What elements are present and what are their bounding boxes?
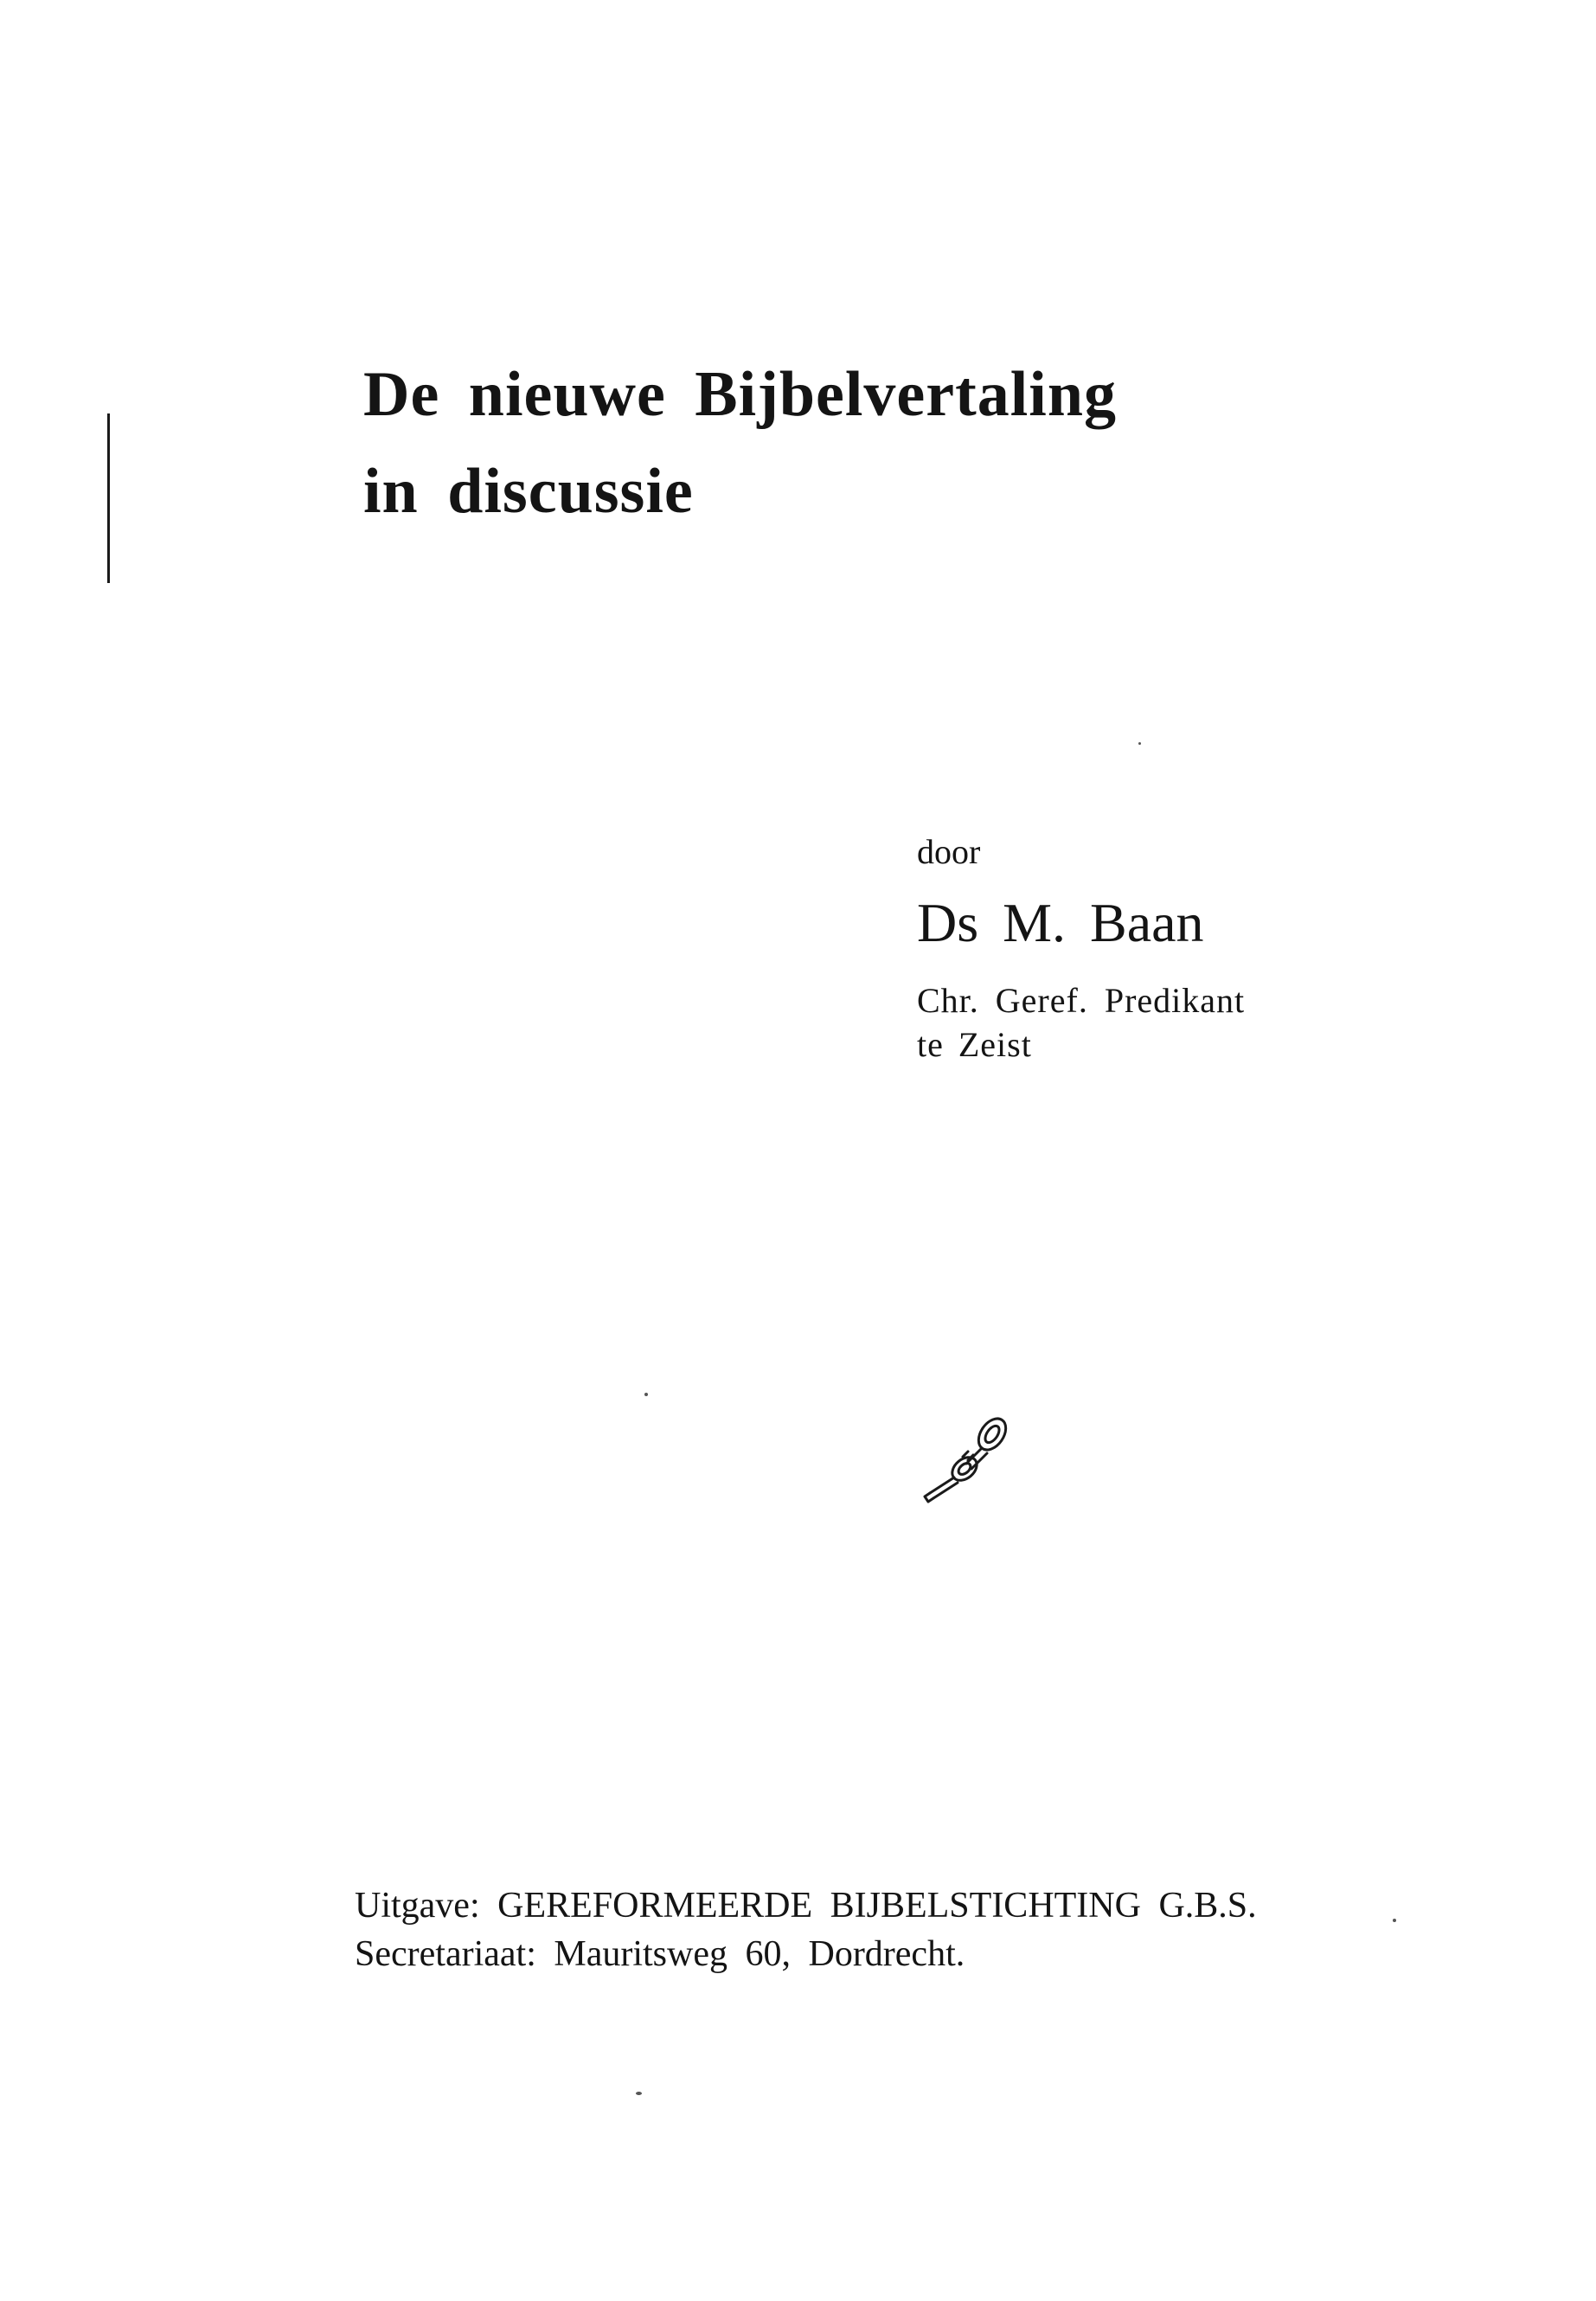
book-title-line-2: in discussie [363, 456, 694, 527]
book-title-line-1: De nieuwe Bijbelvertaling [363, 359, 1118, 430]
author-place: te Zeist [917, 1025, 1032, 1064]
byline [917, 826, 1245, 1067]
publisher-info [355, 1881, 1257, 1978]
scan-speck [1138, 742, 1141, 745]
author-name: Ds M. Baan [917, 892, 1204, 953]
book-title [363, 346, 1117, 540]
margin-rule [107, 413, 110, 583]
publisher-line-1: Uitgave: GEREFORMEERDE BIJBELSTICHTING G.B.S. [355, 1886, 1257, 1926]
byline-door: door [917, 832, 981, 871]
author-role: Chr. Geref. Predikant [917, 981, 1246, 1020]
publisher-line-2: Secretariaat: Mauritsweg 60, Dordrecht. [355, 1934, 965, 1974]
scan-speck [1393, 1919, 1396, 1922]
trumpet-icon [913, 1410, 1016, 1505]
scan-speck [636, 2092, 642, 2095]
scan-speck [644, 1393, 648, 1396]
